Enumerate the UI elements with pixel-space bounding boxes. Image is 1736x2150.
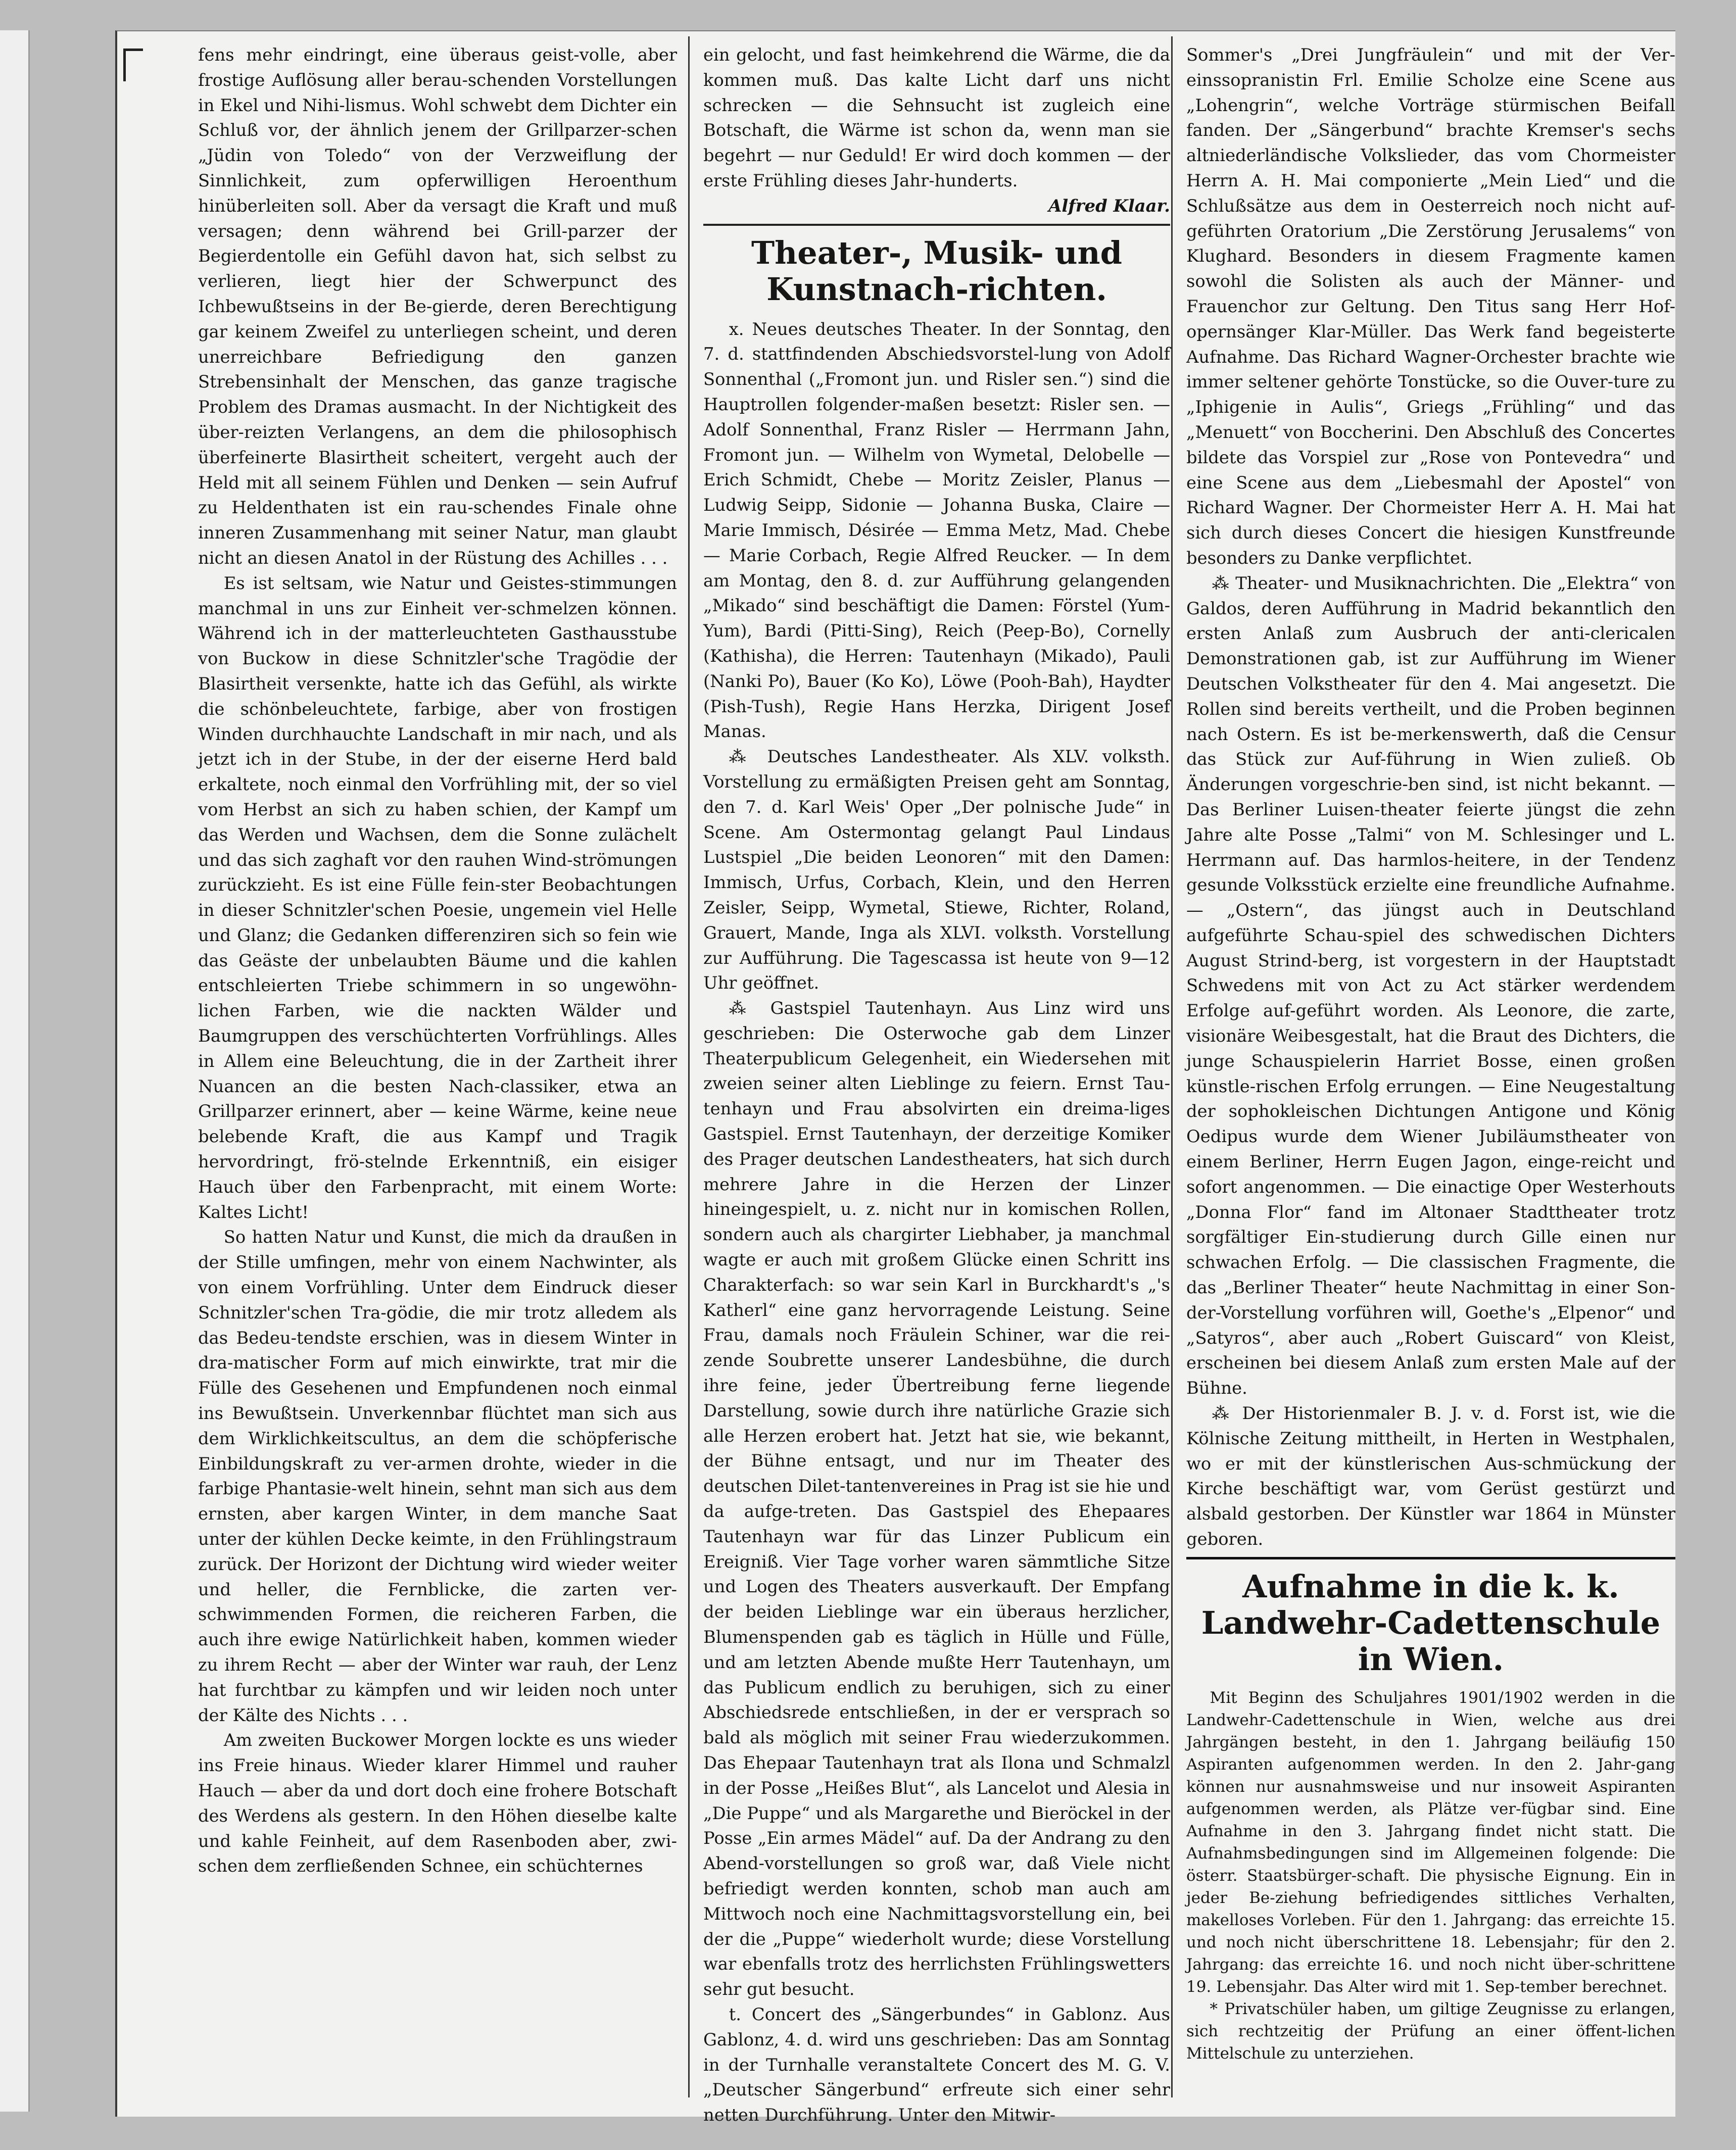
news-item: x. Neues deutsches Theater. In der Sonntag, den 7. d. stattfindenden Abschiedsvorstel-lung von Adolf Sonnenthal („Fromont jun. und Risler sen.“) sind die Hauptrollen folgender-maßen besetzt: Risler sen. — Adolf Sonnenthal, Franz Risler — Herrmann Jahn, Fromont jun. — Wilhelm von Wymetal, Delobelle — Erich Schmidt, Chebe — Moritz Zeisler, Planus — Ludwig Seipp, Sidonie — Johanna Buska, Claire — Marie Immisch, Désirée — Emma Metz, Mad. Chebe — Marie Corbach, Regie Alfred Reucker. — In dem am Montag, den 8. d. zur Aufführung gelangenden „Mikado“ sind beschäftigt die Damen: Förstel (Yum-Yum), Bardi (Pitti-Sing), Reich (Peep-Bo), Cornelly (Kathisha), die Herren: Tautenhayn (Mikado), Pauli (Nanki Po), Bauer (Ko Ko), Löwe (Pooh-Bah), Haydter (Pish-Tush), Regie Hans Herzka, Dirigent Josef Manas. (703, 319, 1170, 742)
column-theater-news (703, 42, 1170, 2125)
news-item: ⁂ Theater- und Musiknachrichten. Die „Elektra“ von Galdos, deren Aufführung in Madrid bekanntlich den ersten Anlaß zum Ausbruch der anti-clericalen Demonstrationen gab, ist zur Aufführung im Wiener Deutschen Volkstheater für den 4. Mai angesetzt. Die Rollen sind bereits vertheilt, und die Proben beginnen nach Ostern. Es ist be-merkenswerth, daß die Censur das Stück zur Auf-führung in Wien zuließ. Ob Änderungen vorgeschrie-ben sind, ist nicht bekannt. — Das Berliner Luisen-theater feierte jüngst die zehn Jahre alte Posse „Talmi“ von M. Schlesinger und L. Herrmann auf. Das harmlos-heitere, in der Tendenz gesunde Volksstück erzielte eine freundliche Aufnahme. — „Ostern“, das jüngst auch in Deutschland aufgeführte Schau-spiel des schwedischen Dichters August Strind-berg, ist vorgestern in der Hauptstadt Schwedens mit von Act zu Act stärker werdendem Erfolge auf-geführt worden. Als Leonore, die zarte, visionäre Weibesgestalt, hat die Braut des Dichters, die junge Schauspielerin Harriet Bosse, einen großen künstle-rischen Erfolg errungen. — Eine Neugestaltung der sophokleischen Dichtungen Antigone und König Oedipus wurde dem Wiener Jubiläumstheater von einem Berliner, Herrn Eugen Jagon, einge-reicht und sofort angenommen. — Die einactige Oper Westerhouts „Donna Flor“ fand im Altonaer Stadttheater trotz sorgfältiger Ein-studierung durch Gille einen nur schwachen Erfolg. — Die classischen Fragmente, die das „Berliner Theater“ heute Nachmittag in einer Son-der-Vorstellung vorführen will, Goethe's „Elpenor“ und „Satyros“, aber auch „Robert Guiscard“ von Kleist, erscheinen bei diesem Anlaß zum ersten Male auf der Bühne. (1186, 573, 1675, 1398)
news-item: ⁂ Deutsches Landestheater. Als XLV. volksth. Vorstellung zu ermäßigten Preisen geht am Sonntag, den 7. d. Karl Weis' Oper „Der polnische Jude“ in Scene. Am Ostermontag gelangt Paul Lindaus Lustspiel „Die beiden Leonoren“ mit den Damen: Immisch, Urfus, Corbach, Klein, und den Herren Zeisler, Seipp, Wymetal, Stiewe, Richter, Roland, Grauert, Mande, Inga als XLVI. volksth. Vorstellung zur Aufführung. Die Tagescassa ist heute von 9—12 Uhr geöffnet. (703, 747, 1170, 993)
feuilleton-paragraph: Es ist seltsam, wie Natur und Geistes-stimmungen manchmal in uns zur Einheit ver-schmelzen können. Während ich in der matterleuchteten Gasthausstube von Buckow in diese Schnitzler'sche Tragödie der Blasirtheit versenkte, hatte ich das Gefühl, als wirkte die schönbeleuchtete, farbige, aber von frostigen Winden durchhauchte Landschaft in mir nach, und als jetzt ich in der Stube, in der der eiserne Herd bald erkaltete, noch einmal den Vorfrühling mit, der so viel vom Herbst an sich zu haben schien, der Kampf um das Werden und Wachsen, dem die Sonne zulächelt und das sich zaghaft vor den rauhen Wind-strömungen zurückzieht. Es ist eine Fülle fein-ster Beobachtungen in dieser Schnitzler'schen Poesie, ungemein viel Helle und Glanz; die Gedanken differenziren sich so fein wie das Geäste der unbelaubten Bäume und die kahlen entschleierten Triebe schimmern in so ungewöhn-lichen Farben, wie die nackten Wälder und Baumgruppen des verschüchterten Vorfrühlings. Alles in Allem eine Beleuchtung, die in der Zartheit ihrer Nuancen an die besten Nach-classiker, etwa an Grillparzer erinnert, aber — keine Wärme, keine neue belebende Kraft, die aus Kampf und Tragik hervordringt, frö-stelnde Erkenntniß, ein eisiger Hauch über den Farbenpracht, mit einem Worte: Kaltes Licht! (198, 573, 677, 1222)
feuilleton-paragraph: So hatten Natur und Kunst, die mich da draußen in der Stille umfingen, mehr von einem Nachwinter, als von einem Vorfrühling. Unter dem Eindruck dieser Schnitzler'schen Tra-gödie, die mir trotz alledem als das Bedeu-tendste erschien, was in diesem Winter in dra-matischer Form auf mich einwirkte, trat mir die Fülle des Gesehenen und Empfundenen noch einmal ins Bewußtsein. Unverkennbar flüchtet man sich aus dem Wirklichkeitscultus, an dem die schöpferische Einbildungskraft zu ver-armen drohte, wieder in die farbige Phantasie-welt hinein, sehnt man sich aus dem ernsten, aber kargen Winter, in dem manche Saat unter der kühlen Decke keimte, in den Frühlingstraum zurück. Der Horizont der Dichtung wird wieder weiter und heller, die Fernblicke, die zarten ver-schwimmenden Formen, die reicheren Farben, die auch ihre ewige Natürlichkeit haben, kommen wieder zu ihrem Recht — aber der Winter war rauh, der Lenz hat furchtbar zu kämpfen und wir leiden noch unter der Kälte des Nichts . . . (198, 1227, 677, 1725)
feuilleton-paragraph: Am zweiten Buckower Morgen lockte es uns wieder ins Freie hinaus. Wieder klarer Himmel und rauher Hauch — aber da und dort doch eine frohere Botschaft des Werdens als gestern. In den Höhen dieselbe kalte und kahle Feinheit, auf dem Rasenboden aber, zwi-schen dem zerfließenden Schnee, ein schüchternes (198, 1730, 677, 1876)
feuilleton-paragraph: fens mehr eindringt, eine überaus geist-volle, aber frostige Auflösung aller berau-schenden Vorstellungen in Ekel und Nihi-lismus. Wohl schwebt dem Dichter ein Schluß vor, der ähnlich jenem der Grillparzer-schen „Jüdin von Toledo“ von der Verzweiflung der Sinnlichkeit, zum opferwilligen Heroenthum hinüberleiten soll. Aber da versagt die Kraft und muß versagen; denn während bei Grill-parzer der Begierdentolle ein Gefühl davon hat, sich selbst zu verlieren, liegt hier der Schwerpunct des Ichbewußtseins in der Be-gierde, deren Berechtigung gar keinem Zweifel zu unterliegen scheint, und deren unerreichbare Befriedigung den ganzen Strebensinhalt der Menschen, das ganze tragische Problem des Dramas ausmacht. In der Nichtigkeit des über-reizten Verlangens, an dem die philosophisch überfeinerte Blasirtheit scheitert, vergeht auch der Held mit all seinem Fühlen und Denken — sein Aufruf zu Heldenthaten ist ein rau-schendes Finale ohne inneren Zusammenhang mit seiner Natur, man glaubt nicht an diesen Anatol in der Rüstung des Achilles . . . (198, 45, 677, 568)
author-signature: Alfred Klaar. (1048, 195, 1170, 216)
adjacent-page-edge (0, 30, 30, 2112)
column-rule-left (688, 36, 690, 2097)
news-item: ⁂ Gastspiel Tautenhayn. Aus Linz wird uns geschrieben: Die Osterwoche gab dem Linzer Theaterpublicum Gelegenheit, ein Wiedersehen mit zweien seiner alten Lieblinge zu feiern. Ernst Tau-tenhayn und Frau absolvirten ein dreima-liges Gastspiel. Ernst Tautenhayn, der derzeitige Komiker des Prager deutschen Landestheaters, hat sich durch mehrere Jahre in die Herzen der Linzer hineingespielt, u. z. nicht nur in komischen Rollen, sondern auch als chargirter Liebhaber, ja manchmal wagte er auch mit großem Glücke einen Schritt ins Charakterfach: so war sein Karl in Burckhardt's „'s Katherl“ eine ganz hervorragende Leistung. Seine Frau, damals noch Fräulein Schiner, war die rei-zende Soubrette unserer Landesbühne, die durch ihre feine, jeder Übertreibung ferne liegende Darstellung, sowie durch ihre natürliche Grazie sich alle Herzen erobert hat. Jetzt hat sie, wie bekannt, der Bühne entsagt, und nur im Theater des deutschen Dilet-tantenvereines in Prag ist sie hie und da aufge-treten. Das Gastspiel des Ehepaares Tautenhayn war für das Linzer Publicum ein Ereigniß. Vier Tage vorher waren sämmtliche Sitze und Logen des Theaters ausverkauft. Der Empfang der beiden Lieblinge war ein überaus herzlicher, Blumenspenden gab es täglich in Hülle und Fülle, und am letzten Abende mußte Herr Tautenhayn, um das Publicum endlich zu beruhigen, sich zu einer Abschiedsrede entschließen, in der er versprach so bald als möglich mit seiner Frau wiederzukommen. Das Ehepaar Tautenhayn trat als Ilona und Schmalzl in der Posse „Heißes Blut“, als Lancelot und Alesia in „Die Puppe“ und als Margarethe und Bieröckel in der Posse „Ein armes Mädel“ auf. Da der Andrang zu den Abend-vorstellungen so groß war, daß Viele nicht befriedigt werden konnten, schob man auch am Mittwoch noch eine Nachmittagsvorstellung ein, bei der die „Puppe“ wiederholt wurde; diese Vorstellung war ebenfalls trotz des herrlichsten Frühlingswetters sehr gut besucht. (703, 998, 1170, 1999)
feuilleton-conclusion: ein gelocht, und fast heimkehrend die Wärme, die da kommen muß. Das kalte Licht darf uns nicht schrecken — die Sehnsucht ist zugleich eine Botschaft, die Wärme ist schon da, wenn man sie begehrt — nur Geduld! Er wird doch kommen — der erste Frühling dieses Jahr-hunderts. (703, 45, 1170, 190)
column-feuilleton (198, 42, 677, 2099)
column-rule-right (1171, 36, 1173, 2097)
admission-notice: Mit Beginn des Schuljahres 1901/1902 werden in die Landwehr-Cadettenschule in Wien, welche aus drei Jahrgängen besteht, in den 1. Jahrgang beiläufig 150 Aspiranten aufgenommen werden. In den 2. Jahr-gang können nur ausnahmsweise und nur insoweit Aspiranten aufgenommen werden, als Plätze ver-fügbar sind. Eine Aufnahme in den 3. Jahrgang findet nicht statt. Die Aufnahmsbedingungen sind im Allgemeinen folgende: Die österr. Staatsbürger-schaft. Die physische Eignung. Ein in jeder Be-ziehung befriedigendes sittliches Verhalten, makelloses Vorleben. Für den 1. Jahrgang: das erreichte 15. und noch nicht überschrittene 18. Lebensjahr; für den 2. Jahrgang: das erreichte 16. und noch nicht über-schrittene 19. Lebensjahr. Das Alter wird mit 1. Sep-tember berechnet. (1186, 1688, 1675, 1996)
news-item: t. Concert des „Sängerbundes“ in Gablonz. Aus Gablonz, 4. d. wird uns geschrieben: Das am Sonntag in der Turnhalle veranstaltete Concert des M. G. V. „Deutscher Sängerbund“ erfreute sich einer sehr netten Durchführung. Unter den Mitwir- (703, 2004, 1170, 2125)
news-item: Sommer's „Drei Jungfräulein“ und mit der Ver-einssopranistin Frl. Emilie Scholze eine Scene aus „Lohengrin“, welche Vorträge stürmischen Beifall fanden. Der „Sängerbund“ brachte Kremser's sechs altniederländische Volkslieder, das vom Chormeister Herrn A. H. Mai componierte „Mein Lied“ und die Schlußsätze aus dem in Oesterreich noch nicht auf-geführten Oratorium „Die Zerstörung Jerusalems“ von Klughard. Besonders in diesem Fragmente kamen sowohl die Solisten als auch der Männer- und Frauenchor zur Geltung. Den Titus sang Herr Hof-opernsänger Klar-Müller. Das Werk fand begeisterte Aufnahme. Das Richard Wagner-Orchester brachte wie immer seltener gehörte Tonstücke, so die Ouver-ture zu „Iphigenie in Aulis“, Griegs „Frühling“ und das „Menuett“ von Boccherini. Den Abschluß des Concertes bildete das Vorspiel zur „Rose von Pontevedra“ und eine Scene aus dem „Liebesmahl der Apostel“ von Richard Wagner. Der Chormeister Herr A. H. Mai hat sich durch dieses Concert die hiesigen Kunstfreunde besonders zu Danke verpflichtet. (1186, 45, 1675, 568)
footnote: * Privatschüler haben, um giltige Zeugnisse zu erlangen, sich rechtzeitig der Prüfung an einer öffent-lichen Mittelschule zu unterziehen. (1186, 1999, 1675, 2063)
section-heading-theater: Theater-, Musik- und Kunstnach-richten. (703, 224, 1170, 308)
section-heading-cadet-school: Aufnahme in die k. k. Landwehr-Cadettenschule in Wien. (1186, 1557, 1675, 1678)
corner-bracket-mark (123, 48, 143, 81)
column-music-news (1186, 42, 1675, 2099)
news-item: ⁂ Der Historienmaler B. J. v. d. Forst ist, wie die Kölnische Zeitung mittheilt, in Herten in Westphalen, wo er mit der künstlerischen Aus-schmückung der Kirche beschäftigt war, vom Gerüst gestürzt und alsbald gestorben. Der Künstler war 1864 in Münster geboren. (1186, 1403, 1675, 1549)
